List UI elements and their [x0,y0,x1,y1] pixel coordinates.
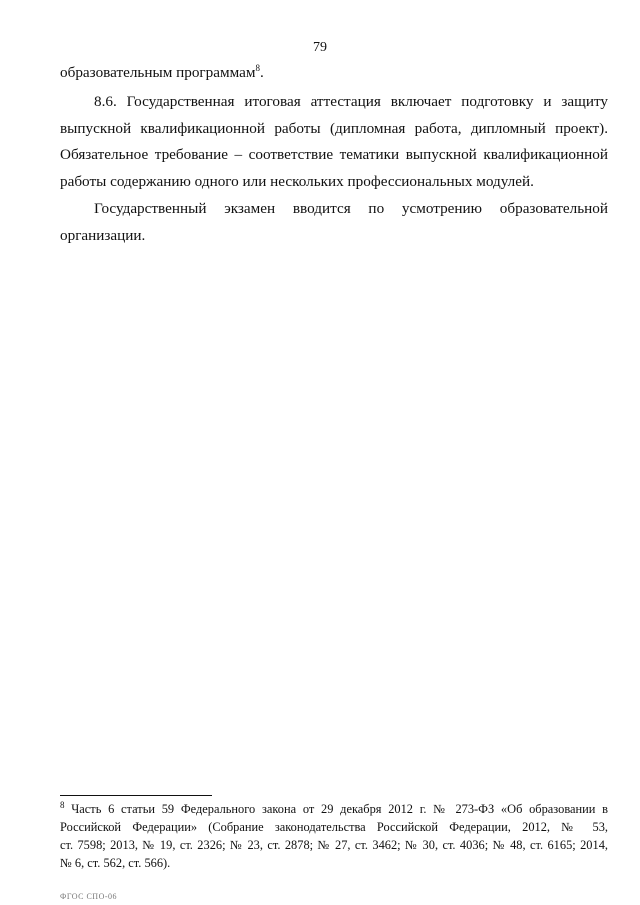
paragraph-line: организации. [60,226,146,244]
paragraph-line: 8.6. Государственная итоговая аттестация включает подготовку и защиту [94,93,608,110]
paragraph-line: Государственный экзамен вводится по усмотрению образовательной [94,200,608,217]
continuation-line: образовательным программам$^8$. [60,62,264,81]
paragraph-8-6 [60,89,608,195]
paragraph-state-exam [60,196,608,249]
paragraph-line: Обязательное требование – соответствие тематики выпускной квалификационной [60,146,608,163]
page-number: 79 [313,40,327,55]
footnote-line: Российской Федерации» (Собрание законодательства Российской Федерации, 2012, № 53, [60,820,608,834]
footnote-line: № 6, ст. 562, ст. 566). [60,856,171,870]
footer-code: ФГОС СПО-06 [60,892,118,901]
paragraph-line: выпускной квалификационной работы (дипломная работа, дипломный проект). [60,119,608,137]
paragraph-line: работы содержанию одного или нескольких профессиональных модулей. [60,172,534,190]
footnote-line: $^8$ Часть 6 статьи 59 Федерального закона от 29 декабря 2012 г. № 273-ФЗ «Об образовании в [60,799,608,816]
footnote-marker: 8 [60,799,65,810]
footnote-line: ст. 7598; 2013, № 19, ст. 2326; № 23, ст. 2878; № 27, ст. 3462; № 30, ст. 4036; № 48, ст. 6165; 2014, [60,838,608,852]
footnote [60,800,608,872]
footnote-separator [60,795,212,796]
body-text [60,60,608,87]
footnote-reference: 8 [255,62,260,73]
